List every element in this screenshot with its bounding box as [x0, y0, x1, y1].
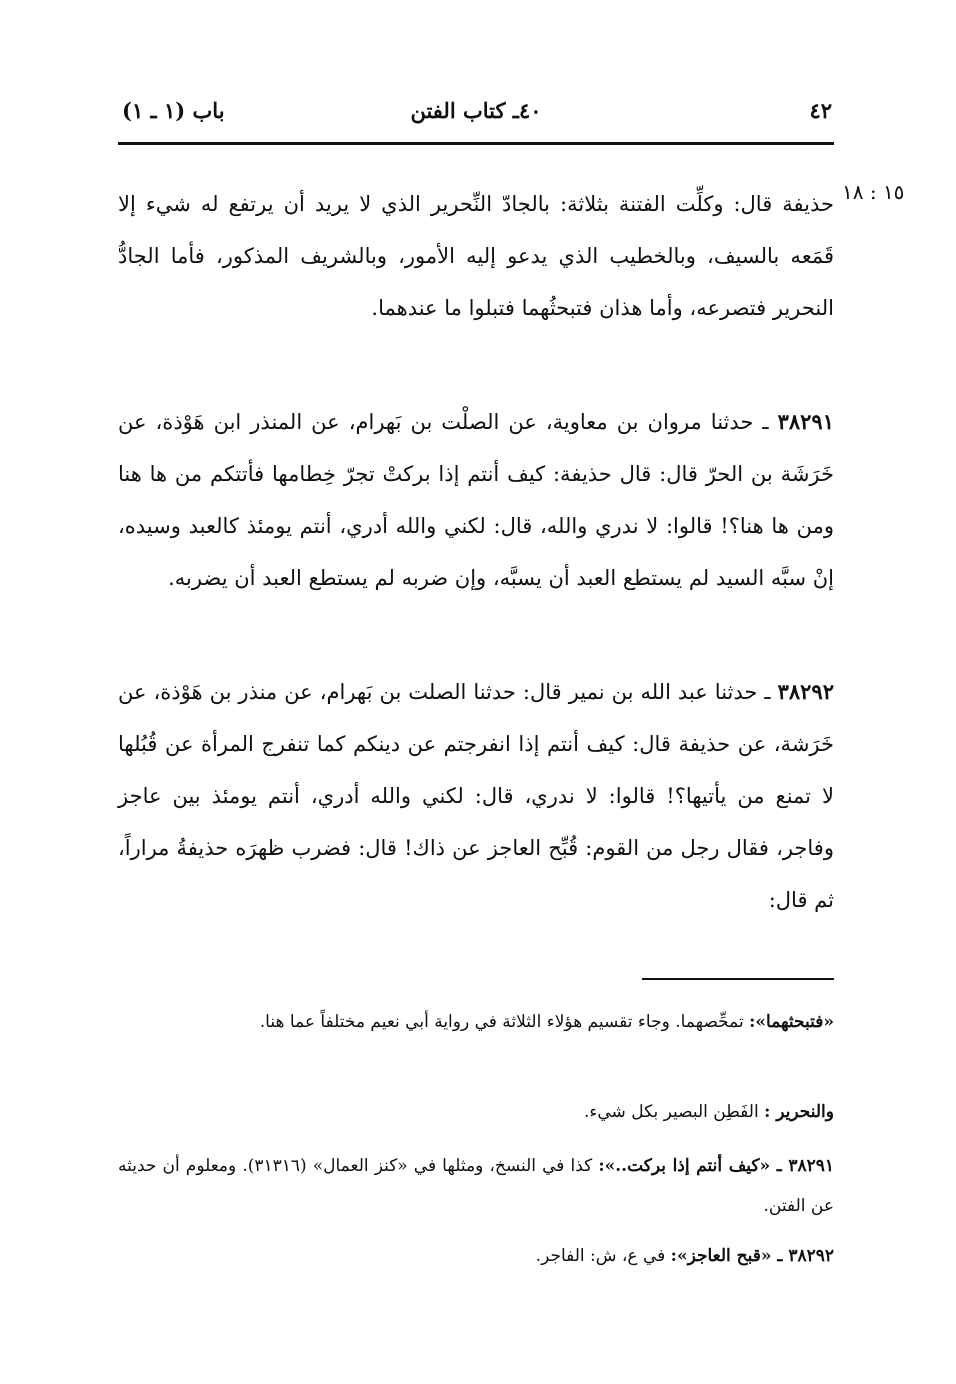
hadith-text: ـ حدثنا عبد الله بن نمير قال: حدثنا الصلت بن بَهرام، عن منذر بن هَوْذة، عن خَرَشة، عن حذيفة قال: كيف أنتم إذا انفرجتم عن دينكم كما تنفرج المرأة عن قُبُلها لا تمنع من يأتيها؟! قالوا: لا ندري، قال: لكني والله أدري، أنتم يومئذ بين عاجز وفاجر، فقال رجل من القوم: قُبِّح العاجز عن ذاك! قال: فضرب ظهرَه حذيفةُ مراراً، ثم قال:: [118, 680, 834, 912]
paragraph-text: حذيفة قال: وكلِّت الفتنة بثلاثة: بالجادّ النِّحرير الذي لا يريد أن يرتفع له شيء إلا قَمَعه بالسيف، وبالخطيب الذي يدعو إليه الأمور، وبالشريف المذكور، فأما الجادُّ النحرير فتصرعه، وأما هذان فتبحثُهما فتبلوا ما عندهما.: [118, 192, 834, 320]
footnote: [118, 1146, 834, 1226]
book-title: ٤٠ـ كتاب الفتن: [410, 98, 542, 123]
hadith-text: ـ حدثنا مروان بن معاوية، عن الصلْت بن بَهرام، عن المنذر ابن هَوْذة، عن خَرَشَة بن الحرّ قال: قال حذيفة: كيف أنتم إذا بركتْ تجرّ خِطامها فأتتكم من ها هنا ومن ها هنا؟! قالوا: لا ندري والله، قال: لكني والله أدري، أنتم يومئذ كالعبد وسيده، إنْ سبَّه السيد لم يستطع العبد أن يسبَّه، وإن ضربه لم يستطع العبد أن يضربه.: [118, 410, 834, 590]
footnote-text: تمحِّصهما. وجاء تقسيم هؤلاء الثلاثة في رواية أبي نعيم مختلفاً عما هنا.: [259, 1012, 744, 1032]
footnote-text: في ع، ش: الفاجر.: [535, 1246, 666, 1266]
chapter-label: باب (١ ـ ١): [122, 98, 225, 123]
footnote: [118, 1002, 834, 1042]
header-rule: [118, 142, 834, 145]
hadith-38291: [118, 396, 834, 604]
footnote-text: الفَطِن البصير بكل شيء.: [583, 1102, 759, 1122]
footnote-separator: [642, 978, 834, 980]
footnote-key: والنحرير :: [764, 1102, 834, 1122]
margin-reference: ١٥ : ١٨: [842, 180, 905, 204]
footnote: [118, 1092, 834, 1132]
page-number: ٤٢: [809, 98, 832, 123]
footnote: [118, 1236, 834, 1276]
paragraph-continuation: [118, 178, 834, 334]
footnote-key: «فتبحثهما»:: [749, 1012, 834, 1032]
running-header: [118, 92, 834, 134]
footnote-text: كذا في النسخ، ومثلها في «كنز العمال» (٣١٣١٦). ومعلوم أن حديثه عن الفتن.: [118, 1156, 834, 1216]
hadith-number: ٣٨٢٩٢: [777, 679, 834, 704]
footnote-key: ٣٨٢٩١ ـ «كيف أنتم إذا بركت..»:: [598, 1156, 834, 1176]
hadith-38292: [118, 666, 834, 926]
hadith-number: ٣٨٢٩١: [777, 409, 834, 434]
footnote-key: ٣٨٢٩٢ ـ «قبح العاجز»:: [670, 1246, 834, 1266]
